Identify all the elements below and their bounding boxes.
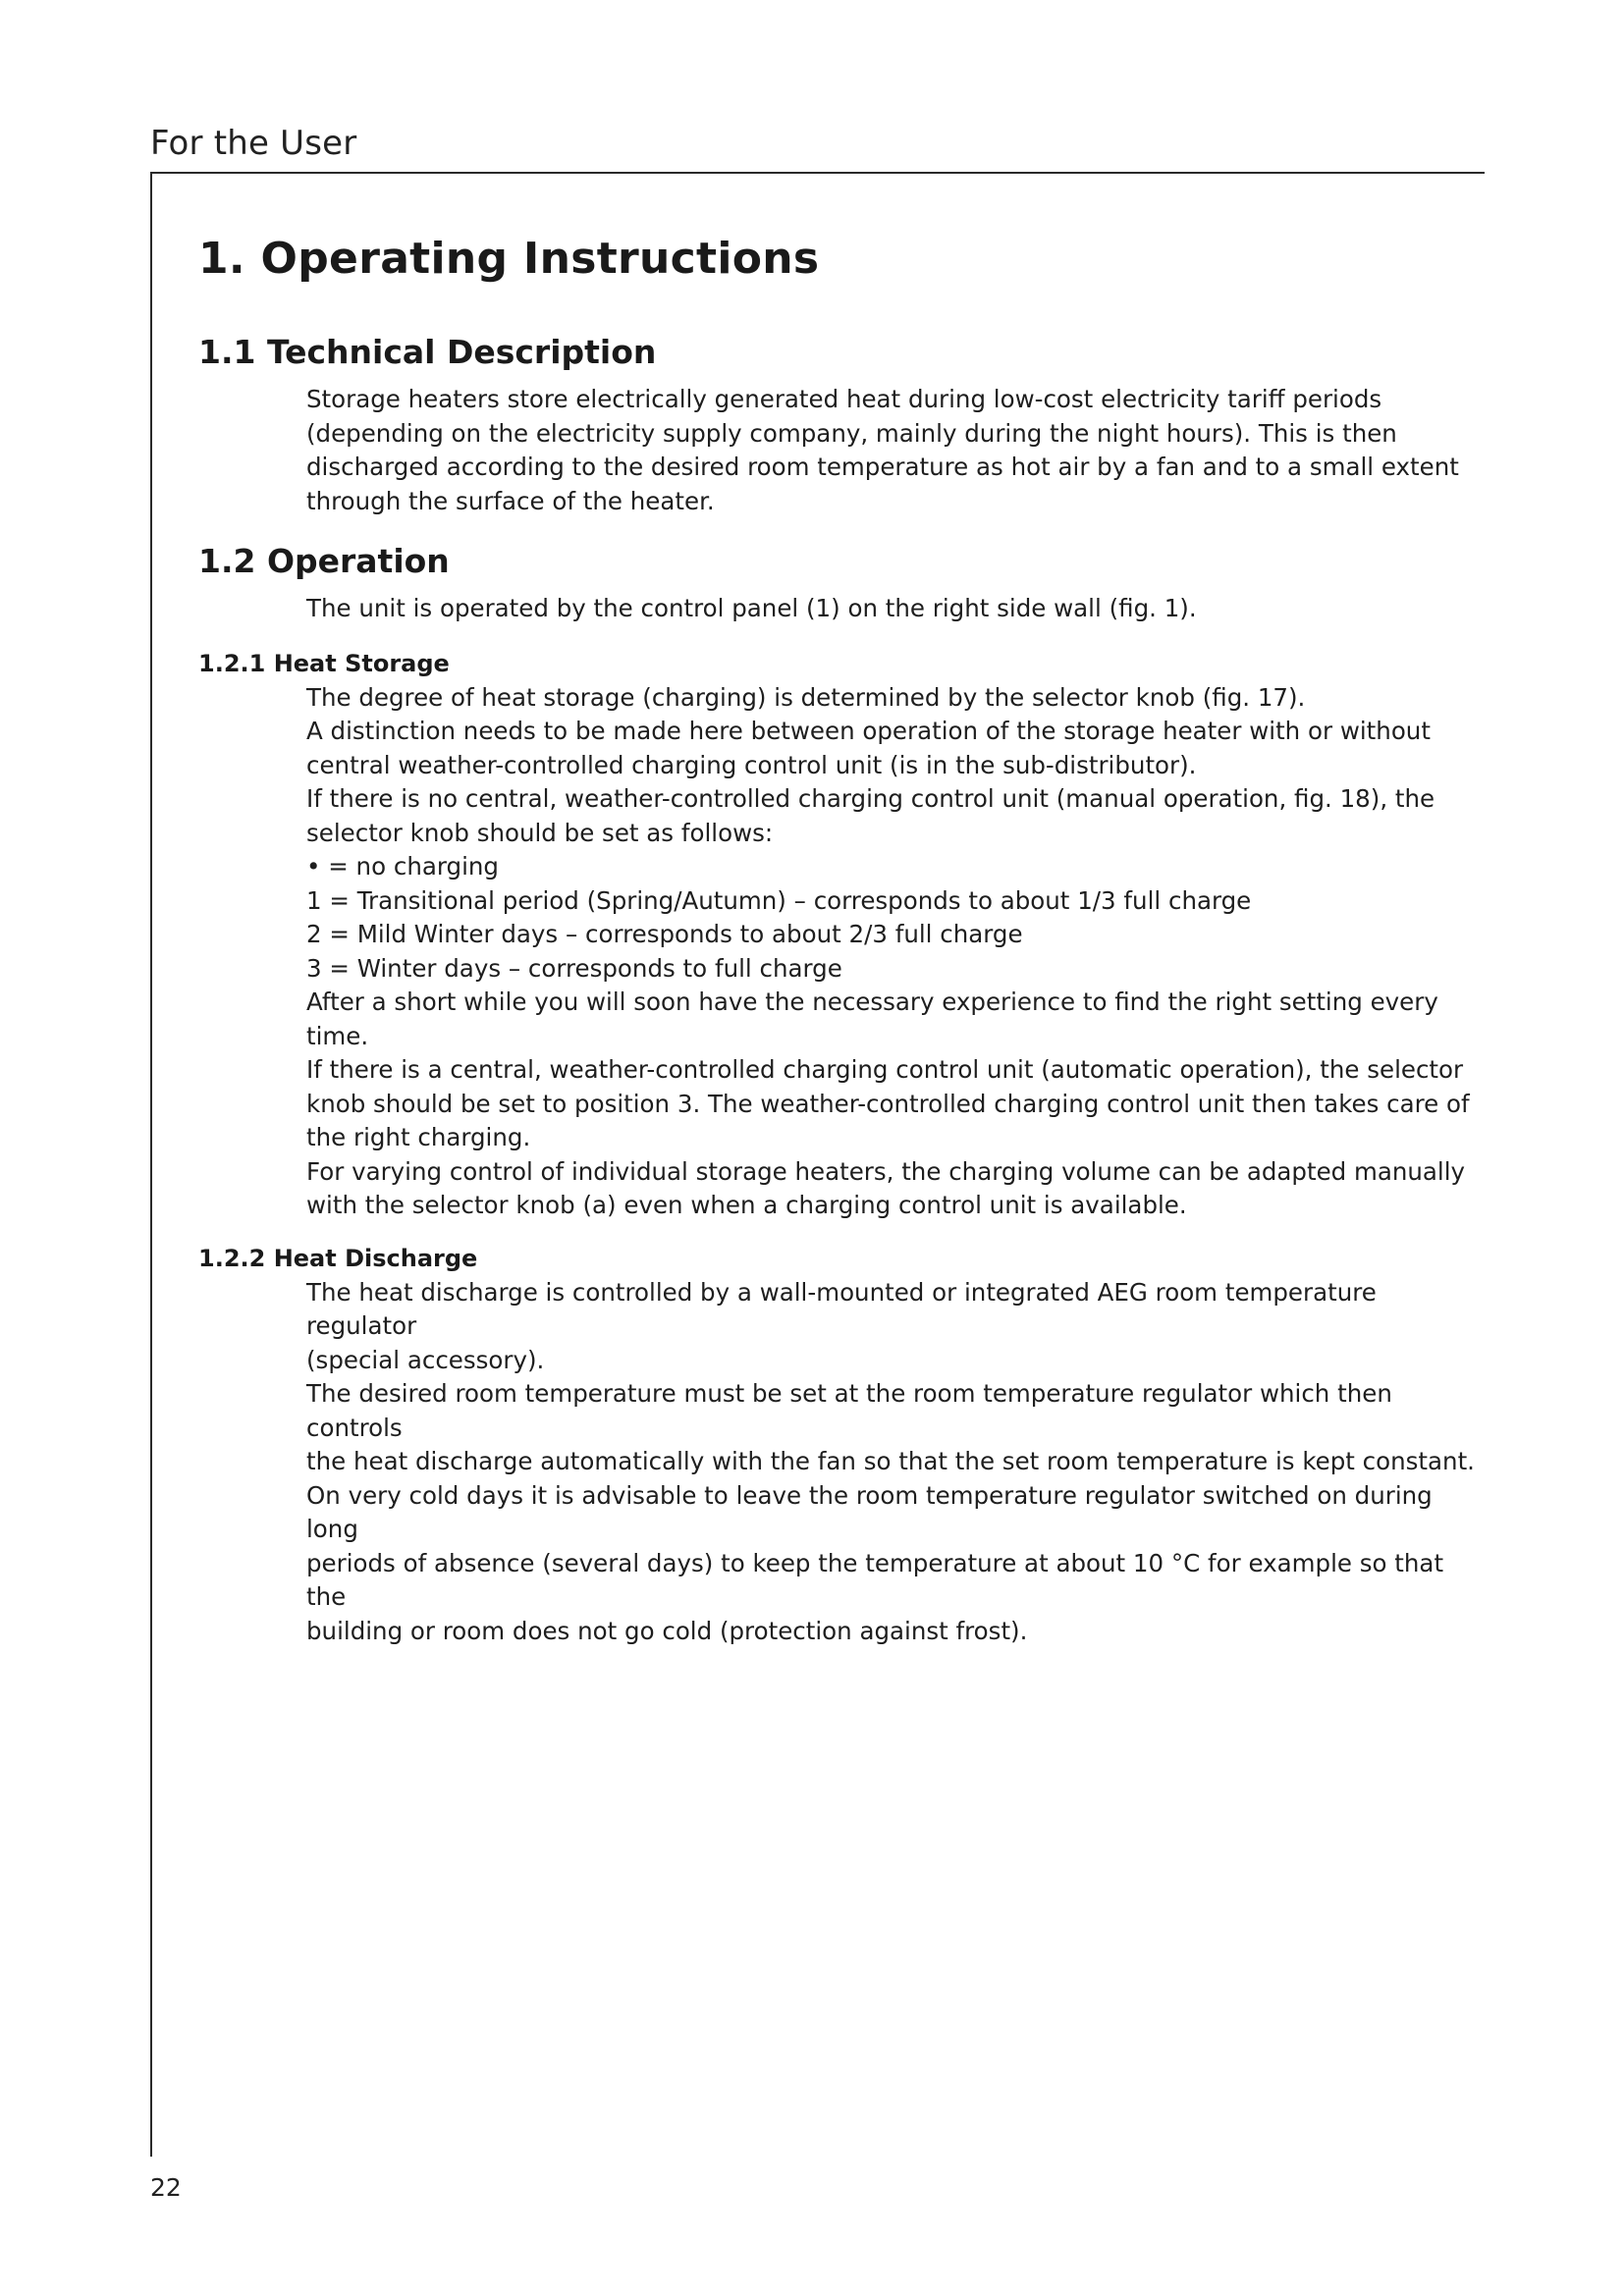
- text-line: (special accessory).: [306, 1345, 545, 1374]
- text-line: A distinction needs to be made here between operation of the storage heater with or without: [306, 717, 1431, 745]
- text-line: through the surface of the heater.: [306, 486, 715, 515]
- text-line: periods of absence (several days) to keep the temperature at about 10 °C for example so that the: [306, 1548, 1444, 1611]
- text-line: On very cold days it is advisable to leave the room temperature regulator switched on during long: [306, 1480, 1433, 1543]
- subsection-body: [306, 1276, 1475, 1649]
- text-line: If there is no central, weather-controlled charging control unit (manual operation, fig. 18), the: [306, 784, 1435, 813]
- page-title: 1. Operating Instructions: [198, 234, 820, 284]
- setting-item: 2 = Mild Winter days – corresponds to about 2/3 full charge: [306, 920, 1023, 948]
- text-line: time.: [306, 1021, 369, 1050]
- section-technical-description: [198, 333, 1475, 518]
- subsection-heat-discharge: [198, 1245, 1475, 1649]
- text-line: If there is a central, weather-controlled charging control unit (automatic operation), the selector: [306, 1055, 1464, 1084]
- text-line: The degree of heat storage (charging) is determined by the selector knob (fig. 17).: [306, 682, 1306, 712]
- section-heading: 1.2 Operation: [198, 542, 450, 580]
- text-line: central weather-controlled charging control unit (is in the sub-distributor).: [306, 750, 1197, 779]
- text-line: the heat discharge automatically with the fan so that the set room temperature is kept constant.: [306, 1447, 1475, 1475]
- text-line: (depending on the electricity supply company, mainly during the night hours). This is then: [306, 418, 1397, 448]
- text-line: Storage heaters store electrically generated heat during low-cost electricity tariff periods: [306, 385, 1382, 413]
- text-line: knob should be set to position 3. The weather-controlled charging control unit then takes care of: [306, 1089, 1470, 1118]
- running-header: For the User: [150, 124, 357, 163]
- text-line: The desired room temperature must be set at the room temperature regulator which then controls: [306, 1379, 1392, 1442]
- text-line: the right charging.: [306, 1123, 531, 1151]
- text-line: The unit is operated by the control panel (1) on the right side wall (fig. 1).: [306, 594, 1197, 622]
- subsection-heat-storage: [198, 650, 1475, 1223]
- subsection-heading: 1.2.2 Heat Discharge: [198, 1244, 478, 1272]
- setting-item: • = no charging: [306, 852, 499, 881]
- section-body: [306, 383, 1475, 518]
- text-line: The heat discharge is controlled by a wall-mounted or integrated AEG room temperature regulator: [306, 1277, 1377, 1340]
- text-line: building or room does not go cold (protection against frost).: [306, 1616, 1028, 1645]
- section-operation: [198, 542, 1475, 626]
- section-heading: 1.1 Technical Description: [198, 333, 657, 371]
- page-number: 22: [150, 2173, 182, 2202]
- subsection-body: [306, 681, 1475, 1223]
- text-line: with the selector knob (a) even when a charging control unit is available.: [306, 1191, 1187, 1219]
- page-content: [198, 234, 1475, 1670]
- text-line: discharged according to the desired room temperature as hot air by a fan and to a small extent: [306, 453, 1459, 481]
- subsection-heading: 1.2.1 Heat Storage: [198, 649, 450, 677]
- text-line: selector knob should be set as follows:: [306, 818, 774, 847]
- text-line: After a short while you will soon have the necessary experience to find the right setting every: [306, 988, 1438, 1016]
- margin-rule: [150, 172, 152, 2157]
- header-rule: [150, 172, 1485, 174]
- text-line: For varying control of individual storage heaters, the charging volume can be adapted manually: [306, 1156, 1466, 1186]
- setting-item: 1 = Transitional period (Spring/Autumn) – corresponds to about 1/3 full charge: [306, 885, 1252, 915]
- section-body: [306, 592, 1475, 626]
- setting-item: 3 = Winter days – corresponds to full charge: [306, 953, 842, 983]
